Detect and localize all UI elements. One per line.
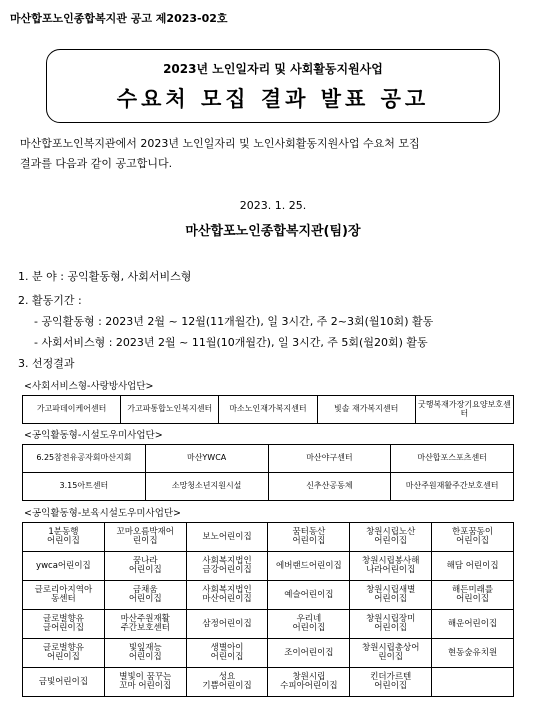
- group-label-childcare: <공익활동형-보육시설도우미사업단>: [24, 508, 182, 519]
- organization-cell: [432, 668, 514, 697]
- organization-cell: 창원시립노산 어린이집: [350, 523, 432, 552]
- organization-cell: 꿈나라 어린이집: [104, 552, 186, 581]
- organization-cell: 금채움 어린이집: [104, 581, 186, 610]
- organization-cell: 창원시립장미 어린이집: [350, 610, 432, 639]
- organization-cell: 꼬마오름박재어 린이집: [104, 523, 186, 552]
- organization-cell: 별빛이 꿈꾸는 꼬마 어린이집: [104, 668, 186, 697]
- organization-cell: 3.15아트센터: [23, 473, 146, 501]
- organization-cell: 한포꿈동이 어린이집: [432, 523, 514, 552]
- organization-cell: 금빛어린이집: [23, 668, 105, 697]
- organization-cell: 글로리아지역아 동센터: [23, 581, 105, 610]
- organization-name: 마산합포노인종합복지관(팀)장: [185, 224, 361, 239]
- organization-cell: 빛잎재능 어린이집: [104, 639, 186, 668]
- table-row: [23, 668, 514, 697]
- organization-cell: 글로벌향유 어린이집: [23, 639, 105, 668]
- organization-cell: 예슬어린이집: [268, 581, 350, 610]
- table-row: [23, 639, 514, 668]
- organization-cell: 가고파통합노인복지센터: [121, 396, 219, 424]
- organization-cell: 창원시립총상어 린이집: [350, 639, 432, 668]
- organization-cell: 사회복지법인 마산어린이집: [186, 581, 268, 610]
- organization-cell: 마산주원재활주간보호센터: [391, 473, 514, 501]
- organization-cell: 사회복지법인 금강어린이집: [186, 552, 268, 581]
- organization-cell: 빛솔 재가복지센터: [317, 396, 415, 424]
- table-row: [23, 473, 514, 501]
- intro-line: 마산합포노인복지관에서 2023년 노인일자리 및 노인사회활동지원사업 수요처 모집: [20, 137, 420, 150]
- organization-cell: 창원시립 수피아어린이집: [268, 668, 350, 697]
- period-social: - 사회서비스형 : 2023년 2월 ~ 11월(10개월간), 일 3시간, 주 5회(월20회) 활동: [34, 336, 428, 349]
- announcement-subtitle: 2023년 노인일자리 및 사회활동지원사업: [163, 62, 383, 76]
- organization-cell: 신추산공동체: [268, 473, 391, 501]
- organization-cell: ywca어린이집: [23, 552, 105, 581]
- group-label-facility: <공익활동형-시설도우미사업단>: [24, 430, 163, 441]
- announcement-date: 2023. 1. 25.: [239, 199, 307, 212]
- social-service-table: [22, 395, 514, 424]
- organization-cell: 창원시립봉사해 나라어린이집: [350, 552, 432, 581]
- period-public: - 공익활동형 : 2023년 2월 ~ 12월(11개월간), 일 3시간, 주 2~3회(월10회) 활동: [34, 315, 434, 328]
- organization-cell: 6.25참전유공자회마산지회: [23, 445, 146, 473]
- organization-cell: 킨더가르텐 어린이집: [350, 668, 432, 697]
- organization-cell: 현동숲유치원: [432, 639, 514, 668]
- section-period-heading: 2. 활동기간 :: [18, 294, 82, 307]
- organization-cell: 마산YWCA: [145, 445, 268, 473]
- intro-paragraph: [20, 134, 530, 174]
- organization-cell: 성요 기쁨어린이집: [186, 668, 268, 697]
- organization-cell: 해담 어린이집: [432, 552, 514, 581]
- organization-cell: 보노어린이집: [186, 523, 268, 552]
- table-row: [23, 523, 514, 552]
- section-results-heading: 3. 선정결과: [18, 357, 75, 370]
- organization-cell: 조이어린이집: [268, 639, 350, 668]
- intro-line: 결과를 다음과 같이 공고합니다.: [20, 157, 173, 170]
- organization-cell: 마산주원재활 주간보호센터: [104, 610, 186, 639]
- organization-cell: 해운어린이집: [432, 610, 514, 639]
- organization-cell: 에버랜드어린이집: [268, 552, 350, 581]
- notice-number: 마산합포노인종합복지관 공고 제2023-02호: [10, 12, 228, 25]
- organization-cell: 마산야구센터: [268, 445, 391, 473]
- announcement-title: 수요처 모집 결과 발표 공고: [116, 87, 430, 111]
- organization-cell: 해든미래를 어린이집: [432, 581, 514, 610]
- organization-cell: 1분동행 어린이집: [23, 523, 105, 552]
- organization-cell: 굿행복재가장기요양보호센터: [415, 396, 513, 424]
- organization-cell: 가고파데이케어센터: [23, 396, 121, 424]
- organization-cell: 생별아이 어린이집: [186, 639, 268, 668]
- table-row: [23, 610, 514, 639]
- organization-cell: 글로벌향유 글어린이집: [23, 610, 105, 639]
- organization-cell: 우리네 어린이집: [268, 610, 350, 639]
- organization-cell: 마소노인재가복지센터: [219, 396, 317, 424]
- facility-helper-table: [22, 444, 514, 501]
- organization-cell: 소망청소년지원시설: [145, 473, 268, 501]
- group-label-social: <사회서비스형-사랑방사업단>: [24, 381, 154, 392]
- organization-cell: 창원시립새별 어린이집: [350, 581, 432, 610]
- table-row: [23, 396, 514, 424]
- table-row: [23, 552, 514, 581]
- section-field: 1. 분 야 : 공익활동형, 사회서비스형: [18, 270, 192, 283]
- childcare-helper-table: [22, 522, 514, 697]
- table-row: [23, 445, 514, 473]
- table-row: [23, 581, 514, 610]
- organization-cell: 삼정어린이집: [186, 610, 268, 639]
- organization-cell: 꿈터동산 어린이집: [268, 523, 350, 552]
- organization-cell: 마산합포스포츠센터: [391, 445, 514, 473]
- title-box: [46, 49, 500, 123]
